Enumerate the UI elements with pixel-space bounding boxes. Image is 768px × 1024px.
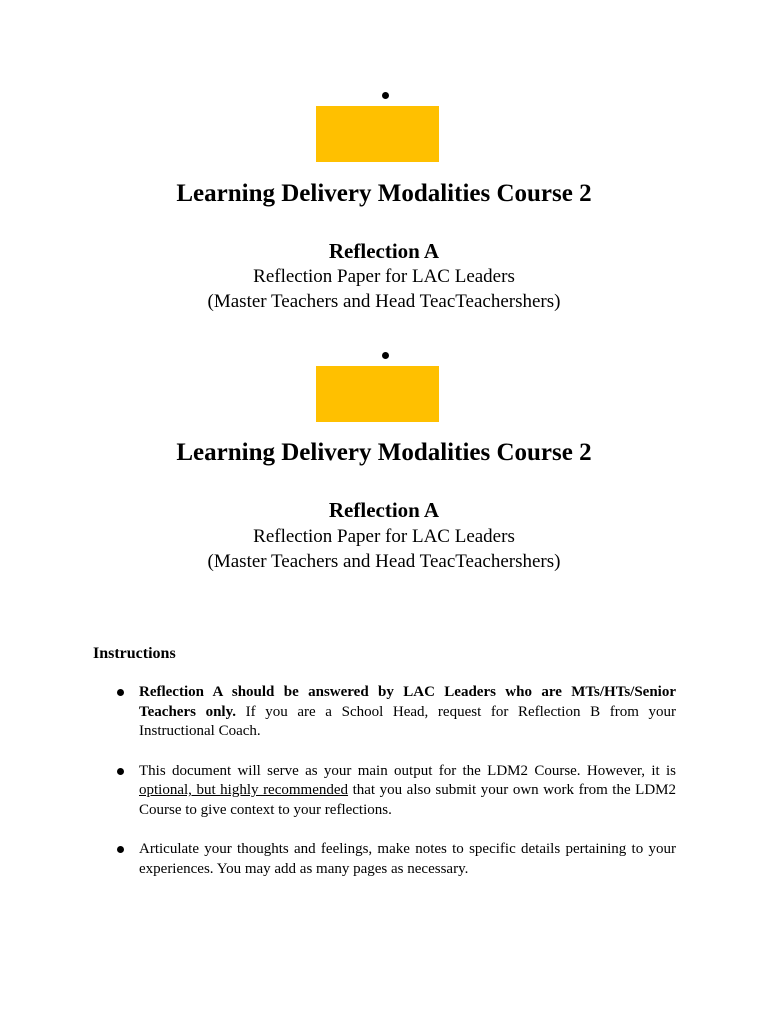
instruction-item-3 xyxy=(93,840,676,879)
bullet-dot-2 xyxy=(382,352,389,359)
bullet-icon xyxy=(117,768,124,775)
subtitle-line2-1: (Master Teachers and Head TeacTeachershers) xyxy=(207,291,561,312)
bullet-icon xyxy=(117,689,124,696)
instructions-heading: Instructions xyxy=(93,645,176,662)
subtitle-line2-2: (Master Teachers and Head TeacTeachershers) xyxy=(207,551,561,572)
reflection-title-1: Reflection A xyxy=(328,239,440,263)
instruction-1-text: If you are a School Head, request for Reflection B from your Instructional Coach. xyxy=(139,703,676,739)
bullet-icon xyxy=(117,846,124,853)
instruction-2-text-after: that you also submit your own work from the LDM2 Course to give context to your reflections. xyxy=(139,782,677,818)
subtitle-line1-1: Reflection Paper for LAC Leaders xyxy=(253,266,515,287)
instruction-item-2 xyxy=(93,762,676,821)
yellow-banner-box-2 xyxy=(316,366,439,422)
instruction-2-underlined: optional, but highly recommended xyxy=(139,782,349,798)
subtitle-line1-2: Reflection Paper for LAC Leaders xyxy=(253,526,515,547)
reflection-title-2: Reflection A xyxy=(328,498,440,522)
instruction-1-bold: Reflection A should be answered by LAC Leaders who are MTs/HTs/Senior Teachers only. xyxy=(139,684,676,720)
instruction-item-1 xyxy=(93,683,676,742)
yellow-banner-box-1 xyxy=(316,106,439,162)
instruction-3-text: Articulate your thoughts and feelings, make notes to specific details pertaining to your experiences. You may add as many pages as necessary. xyxy=(139,841,676,877)
instruction-2-text-before: This document will serve as your main output for the LDM2 Course. However, it is xyxy=(139,762,676,779)
instructions-list xyxy=(93,683,676,899)
course-title-2: Learning Delivery Modalities Course 2 xyxy=(176,439,592,466)
course-title-1: Learning Delivery Modalities Course 2 xyxy=(176,180,592,207)
bullet-dot-1 xyxy=(382,92,389,99)
